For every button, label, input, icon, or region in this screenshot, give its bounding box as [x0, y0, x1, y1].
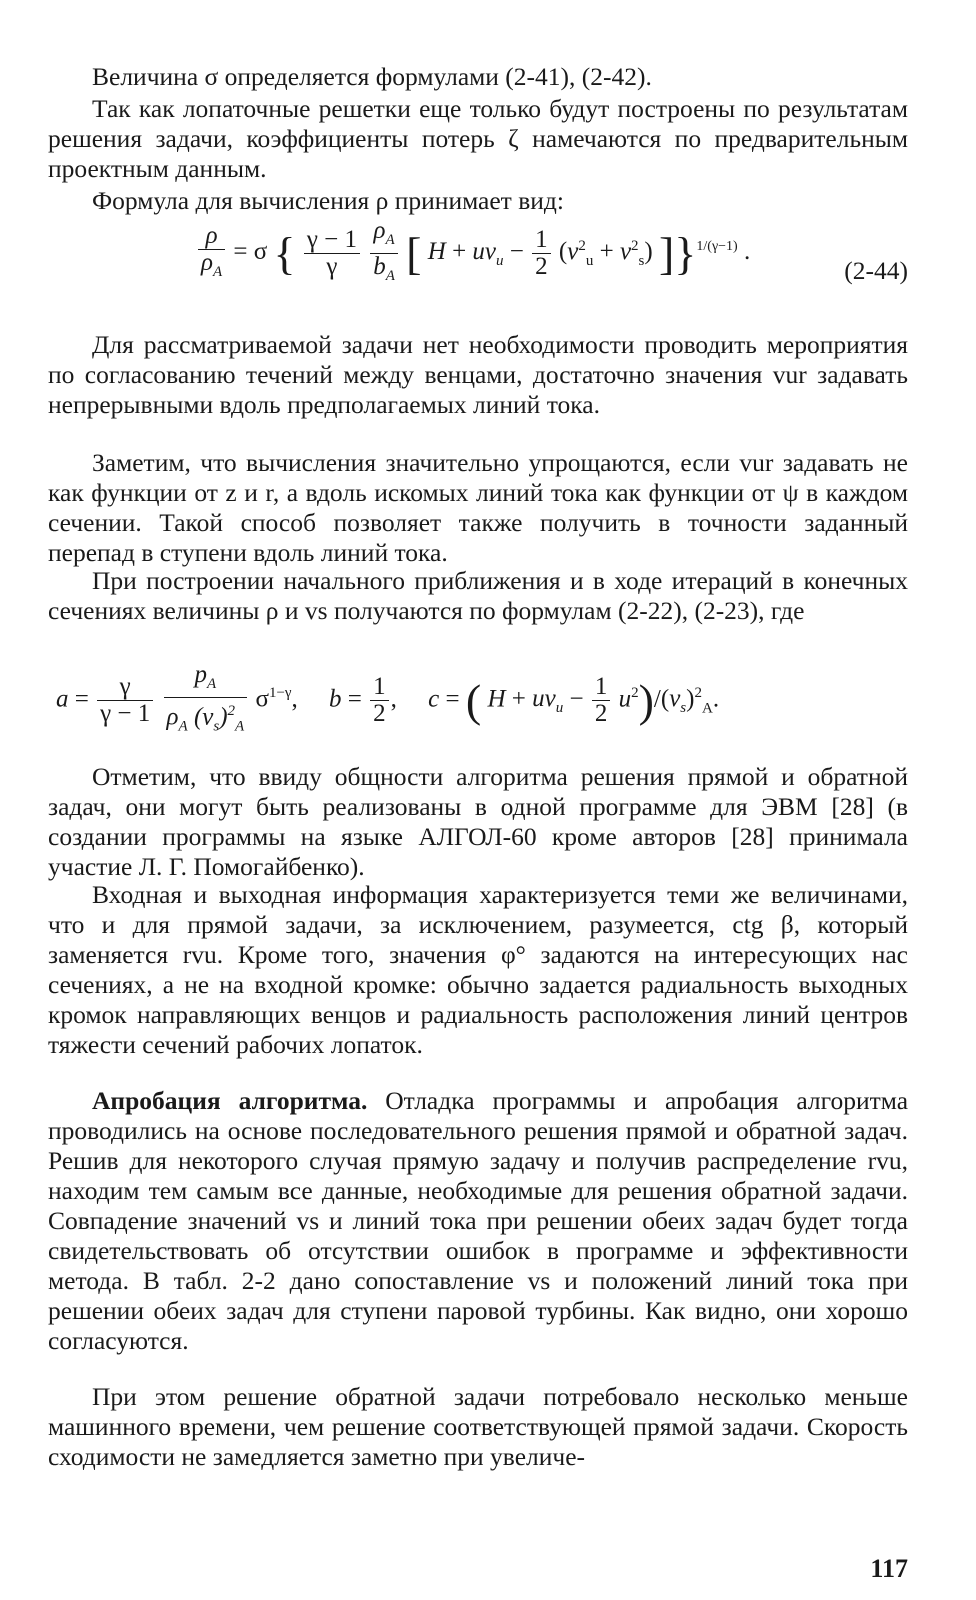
paragraph-4: Для рассматриваемой задачи нет необходимости проводить мероприятия по согласованию течений между венцами, достаточно значения vur задавать непрерывными вдоль предполагаемых линий тока.	[48, 330, 908, 419]
paragraph-3: Формула для вычисления ρ принимает вид:	[92, 186, 564, 215]
page-number: 117	[870, 1554, 908, 1583]
paragraph-8: Входная и выходная информация характеризуется теми же величинами, что и для прямой задачи, за исключением, разумеется, ctg β, который заменяется rvu. Кроме того, значения φ° задаются на интересующих нас сечениях, а не на входной кромке: обычно задается радиальность выходных кромок направляющих венцов и радиальность расположения линий центров тяжести сечений рабочих лопаток.	[48, 880, 908, 1059]
paragraph-6: При построении начального приближения и в ходе итераций в конечных сечениях величины ρ и vs получаются по формулам (2-22), (2-23), где	[48, 566, 908, 625]
paragraph-2: Так как лопаточные решетки еще только будут построены по результатам решения задачи, коэффициенты потерь ζ намечаются по предварительным проектным данным.	[48, 94, 908, 183]
section-heading: Апробация алгоритма.	[92, 1086, 368, 1115]
formula-2-44: $\frac{\rho}{\rho_A}$ = σ { $\frac{\gamma - 1}{\gamma}$ $\frac{\rho_A}{b_A}$ [ $H + uv_u$ − $\frac{1}{2}$ $(v^2_u + v^2_s)$ ]}$^{1/(\gamma-1)}$ .	[196, 218, 750, 289]
paragraph-7: Отметим, что ввиду общности алгоритма решения прямой и обратной задач, они могут быть реализованы в одной программе для ЭВМ [28] (в создании программы на языке АЛГОЛ-60 кроме авторов [28] принимала участие Л. Г. Помогайбенко).	[48, 762, 908, 881]
equation-number: (2-44)	[844, 256, 908, 285]
paragraph-9-text: Отладка программы и апробация алгоритма проводились на основе последовательного решения прямой и обратной задач. Решив для некоторого случая прямую задачу и получив распределение rvu, находим тем самым все данные, необходимые для решения обратной задачи. Совпадение значений vs и линий тока при решении обеих задач будет тогда свидетельствовать об отсутствии ошибок в программе и эффективности метода. В табл. 2-2 дано сопоставление vs и положений линий тока при решении обеих задач для ступени паровой турбины. Как видно, они хорошо согласуются.	[48, 1086, 909, 1355]
paragraph-1: Величина σ определяется формулами (2-41), (2-42).	[92, 62, 652, 91]
paragraph-9	[48, 1086, 908, 1356]
paragraph-10: При этом решение обратной задачи потребовало несколько меньше машинного времени, чем решение соответствующей прямой задачи. Скорость сходимости не замедляется заметно при увеличе-	[48, 1382, 908, 1471]
formula-abc: a = $\frac{\gamma}{\gamma - 1}$ $\frac{p_A}{\rho_A (v_s)^2_A}$ $\sigma^{1-\gamma}$, b = $\frac{1}{2}$ , c = ( $H + uv_u$ − $\frac{1}{2}$ $u^2)/(v_s)^2_A$.	[56, 661, 720, 735]
paragraph-5: Заметим, что вычисления значительно упрощаются, если vur задавать не как функции от z и r, а вдоль искомых линий тока как функции от ψ в каждом сечении. Такой способ позволяет также получить в точности заданный перепад в ступени вдоль линий тока.	[48, 448, 908, 567]
